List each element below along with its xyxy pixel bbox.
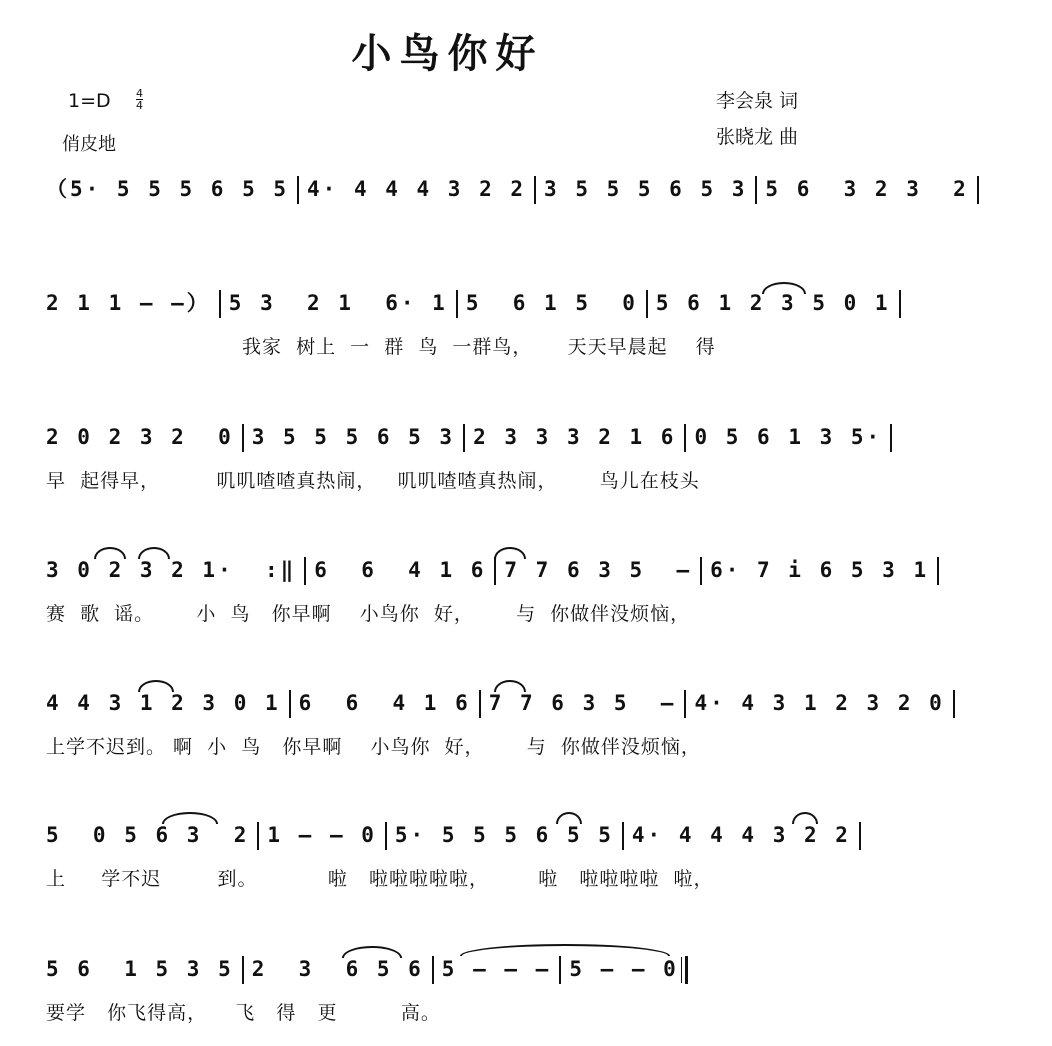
measure: 5· 5 5 5 6 5 5 [394,823,614,847]
measure: 6 6 4 1 6 [314,558,487,582]
time-signature [136,88,143,111]
measure: 3 5 5 5 6 5 3 [251,425,456,449]
measure: 5 6 3 2 3 2 [765,177,969,201]
meter-bottom: 4 [136,99,143,112]
lyrics-line: 我家 树上 一 群 鸟 一群鸟， 天天早晨起 得 [242,336,716,358]
barline [289,690,291,718]
measure: 7 7 6 3 5 — [504,558,693,582]
barline [304,557,306,585]
barline [479,690,481,718]
slur-mark [460,944,670,956]
barline [977,176,979,204]
notes-line [46,420,883,454]
barline [432,956,434,984]
measure: 4 4 3 1 2 3 0 1 [46,691,281,715]
barline [700,557,702,585]
measure: 6· 7 i 6 5 3 1 [710,558,930,582]
barline [899,290,901,318]
measure: 2 3 3 3 2 1 6 [473,425,677,449]
barline [646,290,648,318]
slur-mark [342,946,402,958]
measure: 3 0 2 3 2 1· :‖ [46,558,297,582]
slur-mark [494,680,526,692]
slur-mark [162,812,218,824]
measure: 5 3 2 1 6· 1 [228,291,448,315]
composer-credit: 张晓龙 曲 [716,126,799,148]
slur-mark [138,680,174,692]
measure: 5 0 5 6 3 2 [46,823,250,847]
slur-mark [792,812,818,824]
barline [684,690,686,718]
barline [534,176,536,204]
key-signature: 1=D [68,90,111,112]
measure: 0 5 6 1 3 5· [694,425,883,449]
notes-line [46,286,891,320]
measure: 6 6 4 1 6 [298,691,471,715]
measure: 5 — — 0 [569,957,679,981]
measure: 1 — — 0 [267,823,377,847]
barline [494,557,496,585]
barline [890,424,892,452]
barline [622,822,624,850]
meter-top: 4 [136,87,143,100]
lyrics-line: 赛 歌 谣。 小 鸟 你早啊 小鸟你 好， 与 你做伴没烦恼， [46,603,691,625]
measure: 3 5 5 5 6 5 3 [544,177,748,201]
barline [755,176,757,204]
slur-mark [138,547,170,559]
barline [456,290,458,318]
barline [242,956,244,984]
measure: 5 6 1 5 3 5 [46,957,234,981]
measure: 5 6 1 2 3 5 0 1 [655,291,891,315]
measure: 7 7 6 3 5 — [488,691,677,715]
barline [463,424,465,452]
barline [242,424,244,452]
barline [297,176,299,204]
measure: 5 6 1 5 0 [465,291,638,315]
lyricist-credit: 李会泉 词 [716,90,799,112]
measure: 2 0 2 3 2 0 [46,425,234,449]
measure: 5 — — — [441,957,552,981]
lyrics-line: 上 学不迟 到。 啦 啦啦啦啦啦， 啦 啦啦啦啦 啦， [46,868,714,890]
measure: 4· 4 4 4 3 2 2 [307,177,527,201]
notes-line [46,172,969,206]
tempo-marking: 俏皮地 [62,134,116,155]
barline [684,424,686,452]
measure: 4· 4 4 4 3 2 2 [631,823,851,847]
slur-mark [494,547,526,559]
lyrics-line: 上学不迟到。 啊 小 鸟 你早啊 小鸟你 好， 与 你做伴没烦恼， [46,736,701,758]
measure: 4· 4 3 1 2 3 2 0 [694,691,945,715]
slur-mark [762,282,806,294]
barline [859,822,861,850]
barline [257,822,259,850]
barline [385,822,387,850]
measure: 2 3 6 5 6 [251,957,424,981]
barline [559,956,561,984]
slur-mark [556,812,582,824]
notes-line [46,952,856,986]
slur-mark [94,547,126,559]
barline [937,557,939,585]
measure: 2 1 1 — —） [46,291,211,315]
lyrics-line: 要学 你飞得高， 飞 得 更 高。 [46,1002,441,1024]
final-barline [685,956,688,984]
measure: （5· 5 5 5 6 5 5 [46,177,290,201]
lyrics-line: 早 起得早， 叽叽喳喳真热闹， 叽叽喳喳真热闹， 鸟儿在枝头 [46,470,700,492]
barline [219,290,221,318]
barline [953,690,955,718]
song-title: 小鸟你好 [351,31,544,77]
